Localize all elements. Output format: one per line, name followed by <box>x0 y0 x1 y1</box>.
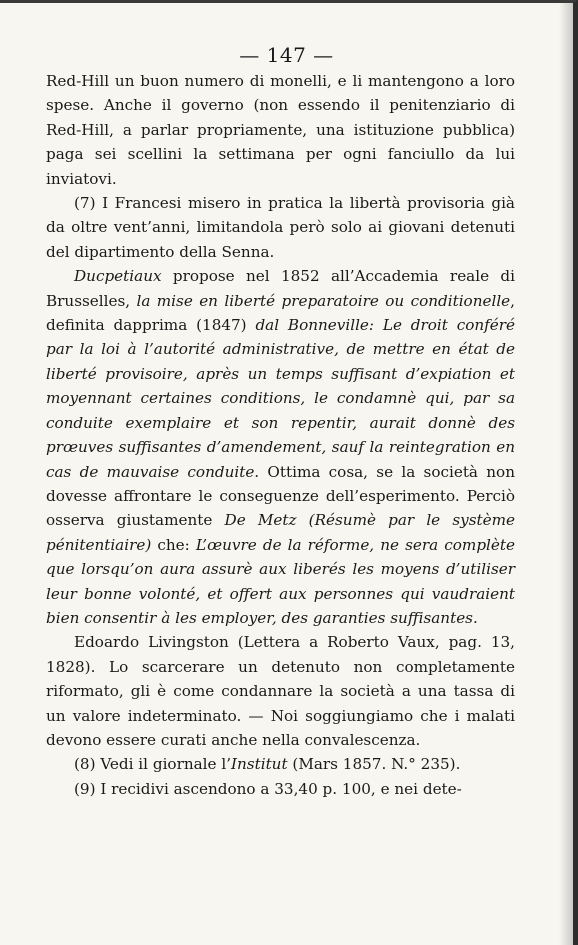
text-run: Ducpetiaux <box>74 267 162 286</box>
paragraph-4-livingston: Edoardo Livingston (Lettera a Roberto Vaux, pag. 13, 1828). Lo scarcerare un detenuto non completamente riformato, gli è come condannare la società a una tassa di un valore indeterminato. — Noi soggiungiamo che i malati devono essere curati anche nella convalescenza. <box>46 633 515 749</box>
text-run: Institut <box>231 755 288 774</box>
paragraph-3-ducpetiaux <box>46 264 515 630</box>
text-run: propose nel 1852 all’Accademia reale di Brusselles, <box>46 267 515 310</box>
paragraph-1: Red-Hill un buon numero di monelli, e li mantengono a loro spese. Anche il governo (non essendo il penitenziario di Red-Hill, a parlar propriamente, una istituzione pubblica) paga sei scellini la settimana per ogni fanciullo da lui inviatovi. <box>46 72 515 188</box>
paragraph-2-note-7: (7) I Francesi misero in pratica la libertà provisoria già da oltre vent’anni, limitandola però solo ai giovani detenuti del dipartimento della Senna. <box>46 194 515 261</box>
paragraph-6-note-9: (9) I recidivi ascendono a 33,40 p. 100, e nei dete- <box>74 779 462 798</box>
text-run: (Mars 1857. N.° 235). <box>287 755 461 774</box>
text-run: , definita dapprima (1847) <box>46 291 515 335</box>
text-run: dal Bonneville: Le droit conféré par la loi à l’autorité administrative, de mettre en état de liberté provisoire, après un temps suffisant d’expiation et moyennant certaines conditions, le condamnè qui, par sa conduite exemplaire et son repentir, aurait donnè des prœuves suffisantes d’amendement, sauf la reintegration en cas de mauvaise conduite. <box>46 316 515 481</box>
paragraph-5-note-8 <box>46 752 515 776</box>
text-run: De Metz (Résumè par le système pénitentiaire) <box>46 511 515 554</box>
text-run: la mise en liberté preparatoire ou conditionelle <box>136 291 511 310</box>
text-run: L’œuvre de la réforme, ne sera complète que lorsqu’on aura assurè aux liberés les moyens d’utiliser leur bonne volonté, et offert aux personnes qui vaudraient bien consentir à les employer, des garanties suffisantes. <box>46 535 515 627</box>
text-run: che: <box>151 535 196 554</box>
page-body-text <box>46 69 515 801</box>
page-number: — 147 — <box>239 43 334 67</box>
page-edge-shadow <box>559 3 573 945</box>
text-run: Ottima cosa, se la società non dovesse affrontare le conseguenze dell’esperimento. Perciò osserva giustamente <box>46 462 515 530</box>
text-run: (8) Vedi il giornale l’ <box>74 755 232 774</box>
